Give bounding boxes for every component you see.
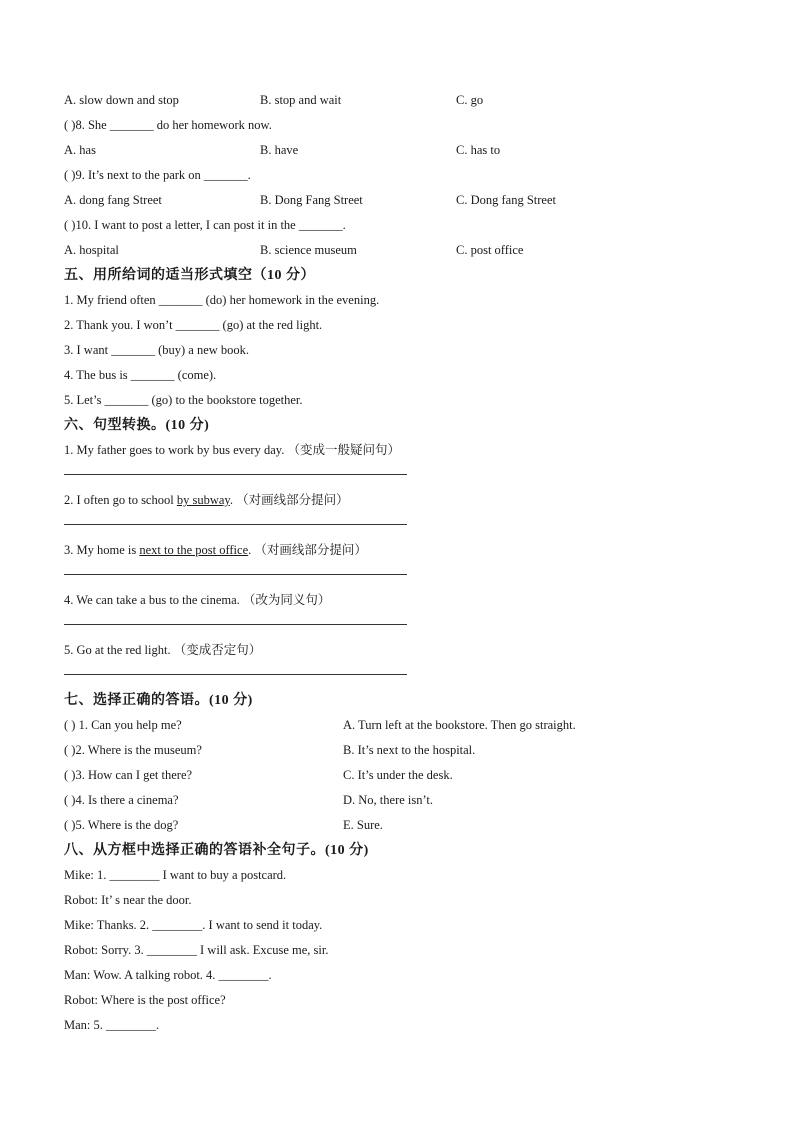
part7-question-4: ( )4. Is there a cinema? — [64, 793, 179, 807]
dialogue-line-3: Mike: Thanks. 2. ________. I want to send it today. — [64, 918, 323, 932]
part6-q4: 4. We can take a bus to the cinema. （改为同义句） — [64, 593, 331, 607]
q10-option-b: B. science museum — [260, 243, 357, 257]
dialogue-line-2: Robot: It’ s near the door. — [64, 893, 192, 907]
dialogue-line-6: Robot: Where is the post office? — [64, 993, 226, 1007]
part5-item-4: 4. The bus is _______ (come). — [64, 368, 217, 382]
part6-q5-block — [64, 638, 744, 688]
part7-question-2: ( )2. Where is the museum? — [64, 743, 202, 757]
part6-q2-pre: 2. I often go to school — [64, 493, 177, 507]
part8-heading: 八、从方框中选择正确的答语补全句子。(10 分) — [64, 843, 369, 858]
part6-q3-block — [64, 538, 744, 588]
part5-heading: 五、用所给词的适当形式填空（10 分） — [64, 268, 315, 283]
dialogue-line-7: Man: 5. ________. — [64, 1018, 160, 1032]
part6-q1: 1. My father goes to work by bus every day. （变成一般疑问句） — [64, 443, 400, 457]
q9-option-c: C. Dong fang Street — [456, 193, 556, 207]
part6-q2-post: . （对画线部分提问） — [229, 493, 349, 507]
answer-line-1[interactable] — [64, 474, 407, 475]
answer-line-4[interactable] — [64, 624, 407, 625]
q9-option-a: A. dong fang Street — [64, 193, 162, 207]
q9-option-b: B. Dong Fang Street — [260, 193, 363, 207]
q7-option-c: C. go — [456, 93, 484, 107]
q10-option-c: C. post office — [456, 243, 524, 257]
q9-options-row — [64, 188, 744, 213]
dialogue-line-5: Man: Wow. A talking robot. 4. ________. — [64, 968, 272, 982]
q8-option-b: B. have — [260, 143, 299, 157]
part7-row-2 — [64, 738, 744, 763]
q10-options-row — [64, 238, 744, 263]
part6-q3-pre: 3. My home is — [64, 543, 140, 557]
q7-options-row — [64, 88, 744, 113]
part6-q3-underlined: next to the post office — [139, 543, 249, 557]
dialogue-line-1: Mike: 1. ________ I want to buy a postcard. — [64, 868, 287, 882]
part6-q3-post: . （对画线部分提问） — [248, 543, 367, 557]
part7-row-5 — [64, 813, 744, 838]
part7-question-5: ( )5. Where is the dog? — [64, 818, 179, 832]
part5-item-2: 2. Thank you. I won’t _______ (go) at the red light. — [64, 318, 323, 332]
worksheet-page — [64, 88, 744, 1038]
part6-q2-underlined: by subway — [176, 493, 230, 507]
part5-item-5: 5. Let’s _______ (go) to the bookstore together. — [64, 393, 303, 407]
q7-option-b: B. stop and wait — [260, 93, 342, 107]
answer-line-2[interactable] — [64, 524, 407, 525]
part7-heading: 七、选择正确的答语。(10 分) — [64, 693, 253, 708]
dialogue-line-4: Robot: Sorry. 3. ________ I will ask. Excuse me, sir. — [64, 943, 329, 957]
q7-option-a: A. slow down and stop — [64, 93, 179, 107]
part7-row-1 — [64, 713, 744, 738]
part7-answer-e: E. Sure. — [343, 818, 383, 832]
q8-option-c: C. has to — [456, 143, 501, 157]
part6-heading: 六、句型转换。(10 分) — [64, 418, 210, 433]
part7-answer-c: C. It’s under the desk. — [343, 768, 453, 782]
part6-q2 — [64, 488, 744, 513]
part7-answer-b: B. It’s next to the hospital. — [343, 743, 476, 757]
part7-row-4 — [64, 788, 744, 813]
part7-question-1: ( ) 1. Can you help me? — [64, 718, 182, 732]
part5-item-3: 3. I want _______ (buy) a new book. — [64, 343, 250, 357]
q8-question: ( )8. She _______ do her homework now. — [64, 118, 272, 132]
q9-question: ( )9. It’s next to the park on _______. — [64, 168, 251, 182]
q10-option-a: A. hospital — [64, 243, 119, 257]
q10-question: ( )10. I want to post a letter, I can post it in the _______. — [64, 218, 346, 232]
part5-item-1: 1. My friend often _______ (do) her homework in the evening. — [64, 293, 380, 307]
answer-line-5[interactable] — [64, 674, 407, 675]
q8-option-a: A. has — [64, 143, 96, 157]
part6-q4-block — [64, 588, 744, 638]
part6-q5: 5. Go at the red light. （变成否定句） — [64, 643, 262, 657]
q8-options-row — [64, 138, 744, 163]
part7-question-3: ( )3. How can I get there? — [64, 768, 193, 782]
part7-answer-a: A. Turn left at the bookstore. Then go straight. — [343, 718, 576, 732]
part7-row-3 — [64, 763, 744, 788]
part6-q1-block — [64, 438, 744, 488]
answer-line-3[interactable] — [64, 574, 407, 575]
part7-answer-d: D. No, there isn’t. — [343, 793, 434, 807]
part6-q2-block — [64, 488, 744, 538]
part6-q3 — [64, 538, 744, 563]
